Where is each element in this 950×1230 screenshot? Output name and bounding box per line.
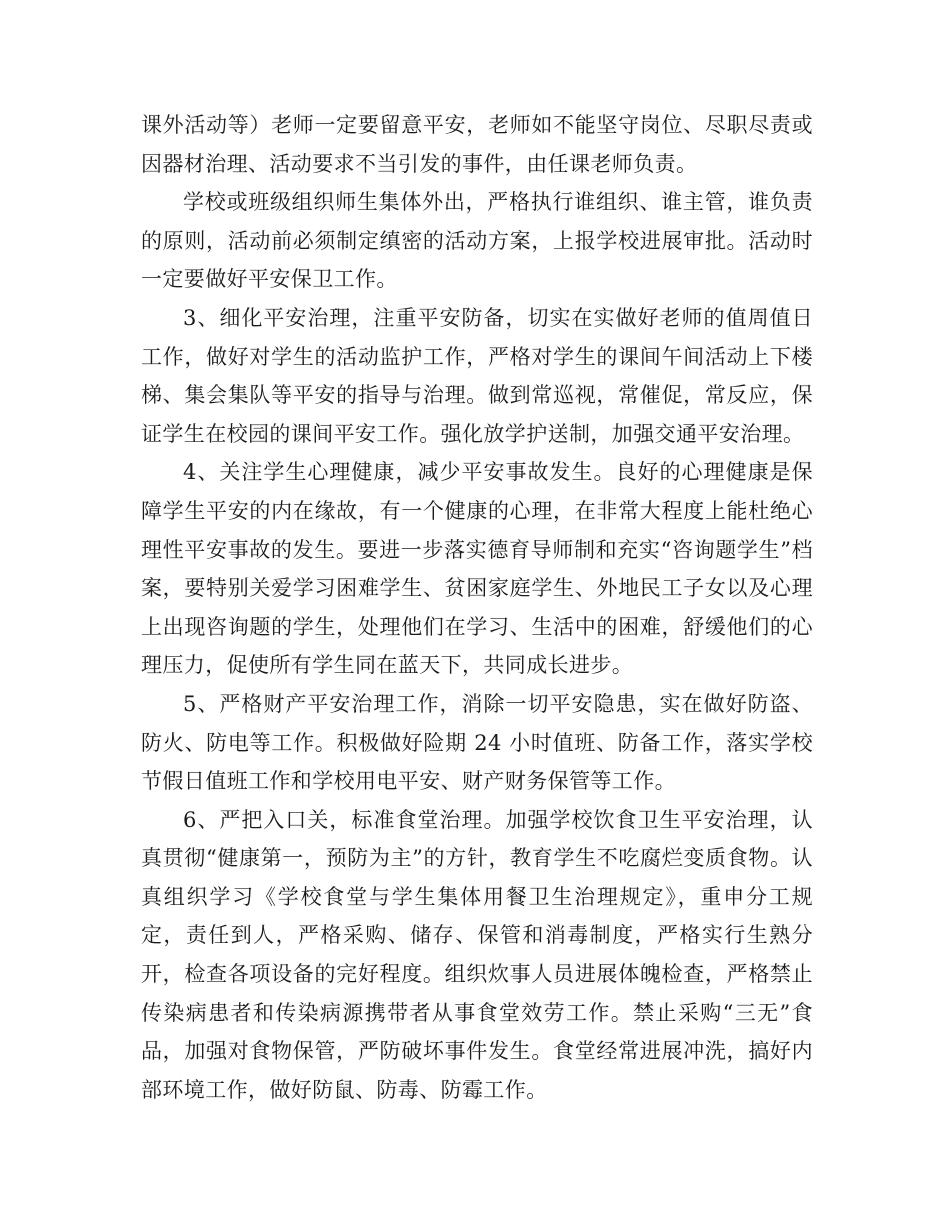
paragraph-6: 6、严把入口关，标准食堂治理。加强学校饮食卫生平安治理，认真贯彻“健康第一，预防为主”的方针，教育学生不吃腐烂变质食物。认真组织学习《学校食堂与学生集体用餐卫生治理规定》，重申分工规定，责任到人，严格采购、储存、保管和消毒制度，严格实行生熟分开，检查各项设备的完好程度。组织炊事人员进展体魄检查，严格禁止传染病患者和传染病源携带者从事食堂效劳工作。禁止采购“三无”食品，加强对食物保管，严防破坏事件发生。食堂经常进展冲洗，搞好内部环境工作，做好防鼠、防毒、防霉工作。 bbox=[141, 807, 813, 1102]
paragraph-4: 4、关注学生心理健康，减少平安事故发生。良好的心理健康是保障学生平安的内在缘故，有一个健康的心理，在非常大程度上能杜绝心理性平安事故的发生。要进一步落实德育导师制和充实“咨询题学生”档案，要特别关爱学习困难学生、贫困家庭学生、外地民工子女以及心理上出现咨询题的学生，处理他们在学习、生活中的困难，舒缓他们的心理压力，促使所有学生同在蓝天下，共同成长进步。 bbox=[141, 460, 813, 678]
paragraph-5: 5、严格财产平安治理工作，消除一切平安隐患，实在做好防盗、防火、防电等工作。积极做好险期 24 小时值班、防备工作，落实学校节假日值班工作和学校用电平安、财产财务保管等工作。 bbox=[141, 691, 813, 794]
document-body bbox=[141, 106, 813, 1109]
paragraph-2: 学校或班级组织师生集体外出，严格执行谁组织、谁主管，谁负责的原则，活动前必须制定缜密的活动方案，上报学校进展审批。活动时一定要做好平安保卫工作。 bbox=[141, 190, 813, 292]
paragraph-1: 课外活动等）老师一定要留意平安，老师如不能坚守岗位、尽职尽责或因器材治理、活动要求不当引发的事件，由任课老师负责。 bbox=[141, 113, 813, 176]
paragraph-3: 3、细化平安治理，注重平安防备，切实在实做好老师的值周值日工作，做好对学生的活动监护工作，严格对学生的课间午间活动上下楼梯、集会集队等平安的指导与治理。做到常巡视，常催促，常反应，保证学生在校园的课间平安工作。强化放学护送制，加强交通平安治理。 bbox=[141, 305, 813, 446]
